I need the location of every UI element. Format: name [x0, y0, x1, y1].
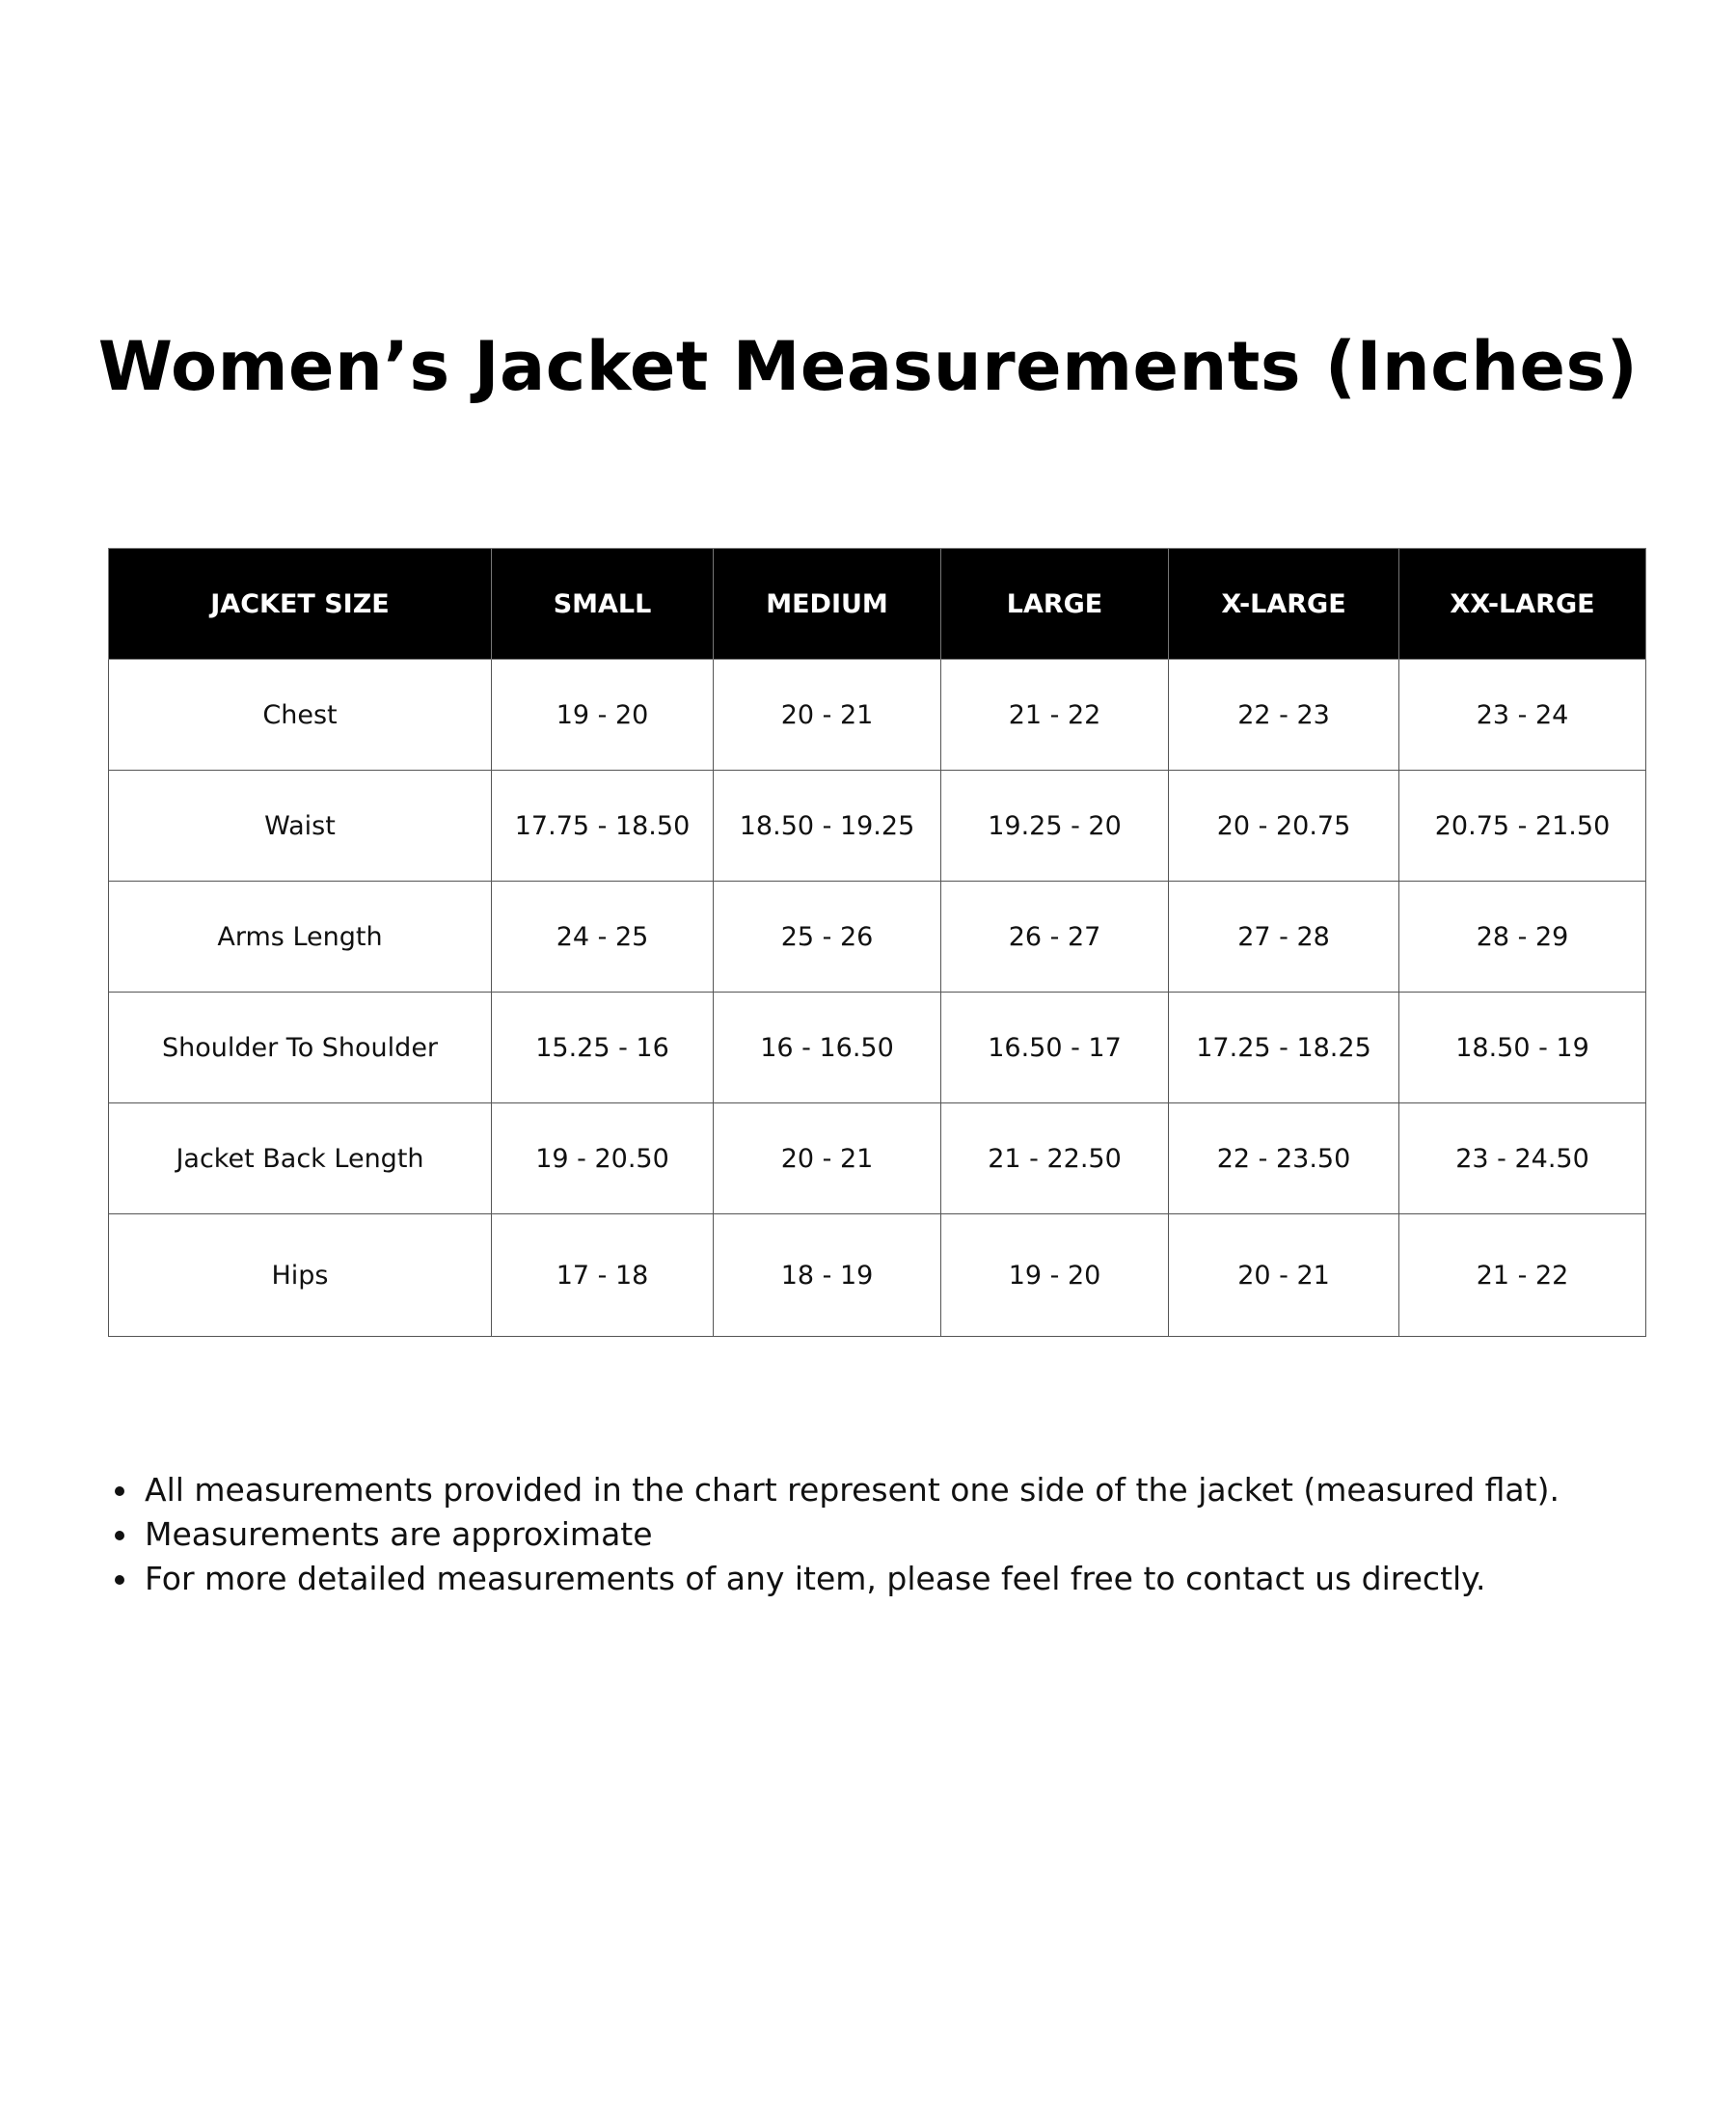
table-cell: 19.25 - 20 [941, 771, 1169, 882]
table-cell: 20 - 21 [714, 1103, 941, 1214]
table-cell: 28 - 29 [1399, 882, 1646, 993]
table-cell: 22 - 23.50 [1169, 1103, 1399, 1214]
list-item: • All measurements provided in the chart represent one side of the jacket (measured flat). [141, 1468, 1722, 1512]
table-cell: 19 - 20.50 [492, 1103, 714, 1214]
table-cell: 20.75 - 21.50 [1399, 771, 1646, 882]
table-header-row [109, 549, 1646, 660]
table-cell: 19 - 20 [492, 660, 714, 771]
column-header-x-large: X-LARGE [1169, 549, 1399, 660]
row-label: Arms Length [109, 882, 492, 993]
table-cell: 17 - 18 [492, 1214, 714, 1337]
table-cell: 22 - 23 [1169, 660, 1399, 771]
column-header-small: SMALL [492, 549, 714, 660]
table-cell: 23 - 24.50 [1399, 1103, 1646, 1214]
table-cell: 25 - 26 [714, 882, 941, 993]
column-header-xx-large: XX-LARGE [1399, 549, 1646, 660]
table-cell: 18.50 - 19 [1399, 993, 1646, 1103]
row-label: Jacket Back Length [109, 1103, 492, 1214]
row-label: Chest [109, 660, 492, 771]
table-row [109, 882, 1646, 993]
table-cell: 18 - 19 [714, 1214, 941, 1337]
table-row [109, 1103, 1646, 1214]
table-cell: 16.50 - 17 [941, 993, 1169, 1103]
table-cell: 17.25 - 18.25 [1169, 993, 1399, 1103]
row-label: Hips [109, 1214, 492, 1337]
column-header-large: LARGE [941, 549, 1169, 660]
table-cell: 20 - 20.75 [1169, 771, 1399, 882]
table-row [109, 1214, 1646, 1337]
table-cell: 20 - 21 [714, 660, 941, 771]
size-chart-table [108, 548, 1646, 1337]
column-header-medium: MEDIUM [714, 549, 941, 660]
page-title: Women’s Jacket Measurements (Inches) [97, 327, 1639, 406]
table-cell: 15.25 - 16 [492, 993, 714, 1103]
table-cell: 23 - 24 [1399, 660, 1646, 771]
measurement-notes-list [108, 1468, 1722, 1601]
table-cell: 17.75 - 18.50 [492, 771, 714, 882]
table-cell: 16 - 16.50 [714, 993, 941, 1103]
row-label: Waist [109, 771, 492, 882]
table-cell: 21 - 22 [941, 660, 1169, 771]
column-header-jacket-size: JACKET SIZE [109, 549, 492, 660]
table-cell: 21 - 22 [1399, 1214, 1646, 1337]
table-cell: 26 - 27 [941, 882, 1169, 993]
list-item: • Measurements are approximate [141, 1512, 1722, 1557]
table-cell: 24 - 25 [492, 882, 714, 993]
table-row [109, 993, 1646, 1103]
list-item: • For more detailed measurements of any item, please feel free to contact us directly. [141, 1557, 1722, 1601]
table-cell: 21 - 22.50 [941, 1103, 1169, 1214]
table-cell: 20 - 21 [1169, 1214, 1399, 1337]
table-cell: 27 - 28 [1169, 882, 1399, 993]
row-label: Shoulder To Shoulder [109, 993, 492, 1103]
table-cell: 19 - 20 [941, 1214, 1169, 1337]
table-cell: 18.50 - 19.25 [714, 771, 941, 882]
table-row [109, 771, 1646, 882]
table-row [109, 660, 1646, 771]
